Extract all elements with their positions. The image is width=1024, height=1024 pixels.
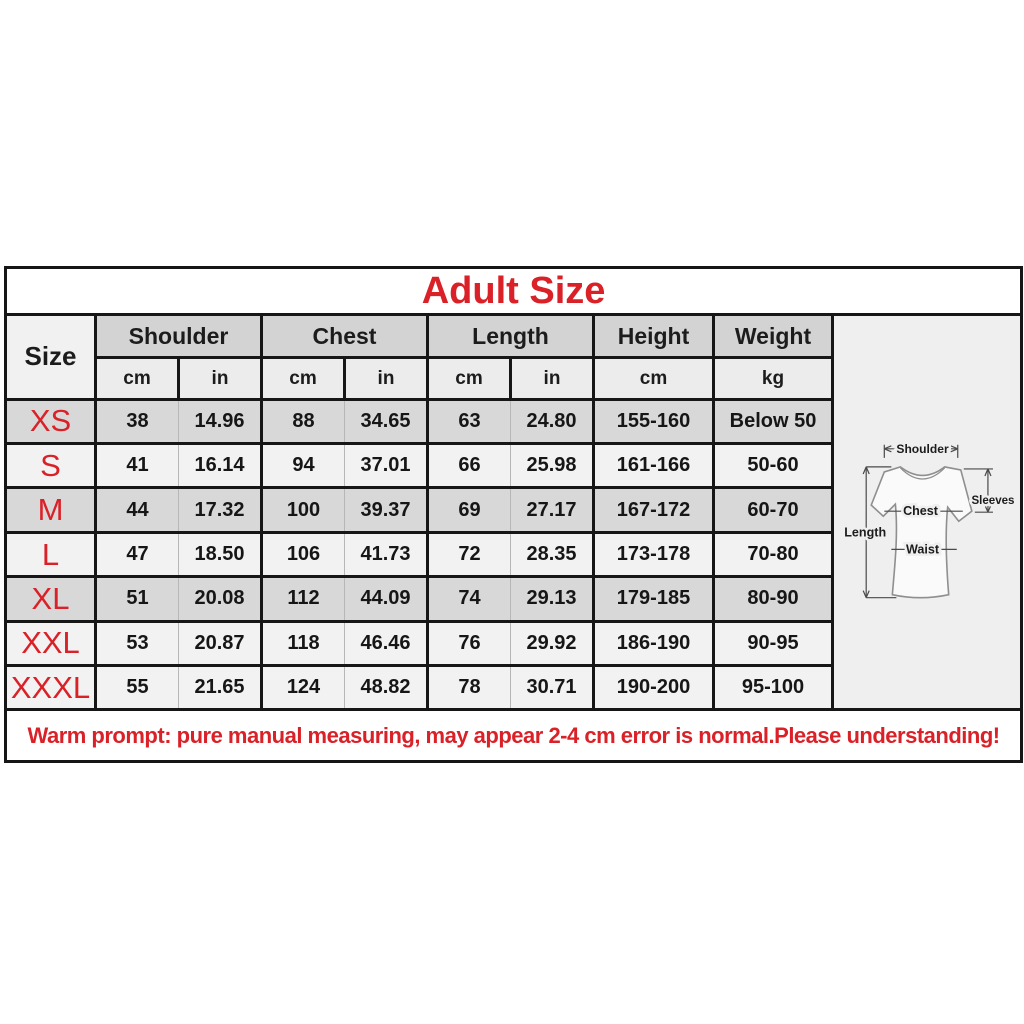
diagram-label-shoulder: Shoulder — [896, 441, 949, 456]
warning-note: Warm prompt: pure manual measuring, may appear 2-4 cm error is normal.Please understanding! — [6, 710, 1022, 762]
cell-value: 70-80 — [714, 532, 833, 576]
unit-length-cm: cm — [428, 358, 511, 399]
header-height: Height — [594, 315, 714, 358]
cell-value: 80-90 — [714, 577, 833, 621]
cell-value: Below 50 — [714, 399, 833, 443]
cell-value: 173-178 — [594, 532, 714, 576]
tshirt-measurement-diagram — [833, 315, 1022, 710]
cell-value: 46.46 — [345, 621, 428, 665]
unit-height-cm: cm — [594, 358, 714, 399]
cell-value: 161-166 — [594, 444, 714, 488]
size-label: XXL — [6, 621, 96, 665]
size-chart-table — [4, 266, 1023, 763]
cell-value: 51 — [96, 577, 179, 621]
cell-value: 78 — [428, 665, 511, 709]
diagram-label-sleeves: Sleeves — [971, 495, 1015, 508]
cell-value: 37.01 — [345, 444, 428, 488]
cell-value: 53 — [96, 621, 179, 665]
cell-value: 18.50 — [179, 532, 262, 576]
header-shoulder: Shoulder — [96, 315, 262, 358]
cell-value: 30.71 — [511, 665, 594, 709]
unit-shoulder-cm: cm — [96, 358, 179, 399]
tshirt-icon — [834, 316, 1020, 708]
cell-value: 88 — [262, 399, 345, 443]
cell-value: 55 — [96, 665, 179, 709]
size-label: L — [6, 532, 96, 576]
cell-value: 17.32 — [179, 488, 262, 532]
cell-value: 95-100 — [714, 665, 833, 709]
cell-value: 100 — [262, 488, 345, 532]
unit-chest-cm: cm — [262, 358, 345, 399]
cell-value: 76 — [428, 621, 511, 665]
diagram-label-length: Length — [844, 525, 887, 540]
cell-value: 25.98 — [511, 444, 594, 488]
cell-value: 124 — [262, 665, 345, 709]
page-title: Adult Size — [6, 268, 1022, 315]
cell-value: 155-160 — [594, 399, 714, 443]
cell-value: 44.09 — [345, 577, 428, 621]
unit-length-in: in — [511, 358, 594, 399]
size-label: XL — [6, 577, 96, 621]
cell-value: 74 — [428, 577, 511, 621]
cell-value: 41 — [96, 444, 179, 488]
cell-value: 190-200 — [594, 665, 714, 709]
header-chest: Chest — [262, 315, 428, 358]
cell-value: 44 — [96, 488, 179, 532]
cell-value: 69 — [428, 488, 511, 532]
cell-value: 16.14 — [179, 444, 262, 488]
header-weight: Weight — [714, 315, 833, 358]
cell-value: 29.13 — [511, 577, 594, 621]
cell-value: 20.08 — [179, 577, 262, 621]
diagram-label-waist: Waist — [906, 542, 940, 557]
cell-value: 179-185 — [594, 577, 714, 621]
cell-value: 167-172 — [594, 488, 714, 532]
cell-value: 63 — [428, 399, 511, 443]
diagram-label-chest: Chest — [903, 504, 938, 519]
unit-shoulder-in: in — [179, 358, 262, 399]
cell-value: 48.82 — [345, 665, 428, 709]
cell-value: 72 — [428, 532, 511, 576]
cell-value: 29.92 — [511, 621, 594, 665]
cell-value: 38 — [96, 399, 179, 443]
header-size: Size — [6, 315, 96, 400]
cell-value: 24.80 — [511, 399, 594, 443]
cell-value: 50-60 — [714, 444, 833, 488]
cell-value: 66 — [428, 444, 511, 488]
cell-value: 39.37 — [345, 488, 428, 532]
cell-value: 106 — [262, 532, 345, 576]
cell-value: 47 — [96, 532, 179, 576]
unit-weight-kg: kg — [714, 358, 833, 399]
tshirt-outline — [871, 467, 972, 598]
cell-value: 118 — [262, 621, 345, 665]
header-length: Length — [428, 315, 594, 358]
unit-chest-in: in — [345, 358, 428, 399]
size-label: S — [6, 444, 96, 488]
cell-value: 186-190 — [594, 621, 714, 665]
cell-value: 41.73 — [345, 532, 428, 576]
cell-value: 14.96 — [179, 399, 262, 443]
cell-value: 27.17 — [511, 488, 594, 532]
cell-value: 90-95 — [714, 621, 833, 665]
cell-value: 34.65 — [345, 399, 428, 443]
size-label: M — [6, 488, 96, 532]
cell-value: 112 — [262, 577, 345, 621]
cell-value: 20.87 — [179, 621, 262, 665]
size-label: XS — [6, 399, 96, 443]
cell-value: 28.35 — [511, 532, 594, 576]
size-chart-sheet — [4, 266, 1020, 763]
cell-value: 94 — [262, 444, 345, 488]
size-label: XXXL — [6, 665, 96, 709]
cell-value: 60-70 — [714, 488, 833, 532]
cell-value: 21.65 — [179, 665, 262, 709]
